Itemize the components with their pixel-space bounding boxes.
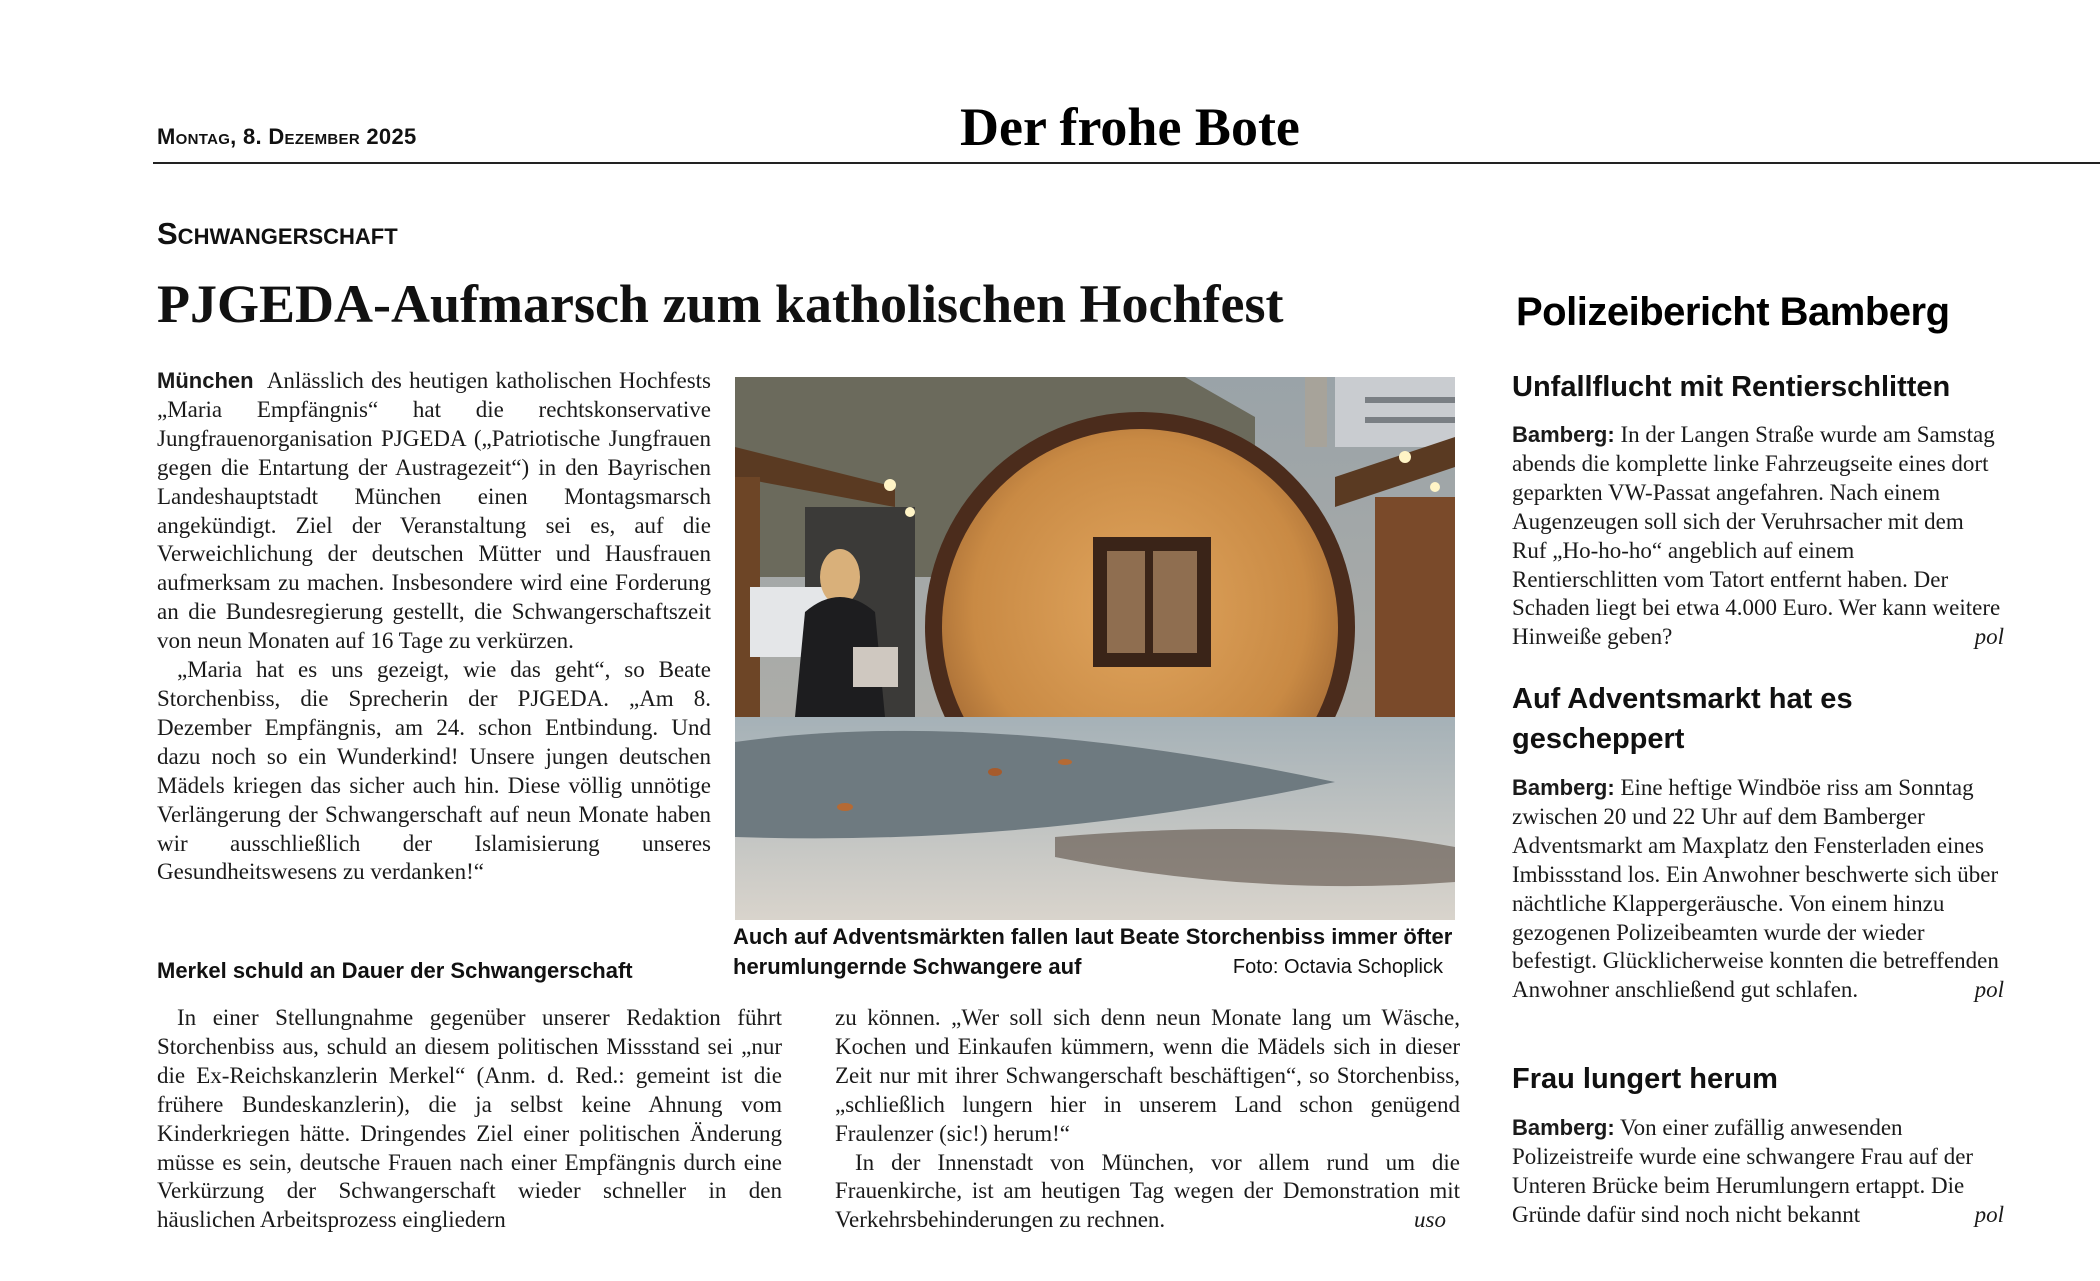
article-subhead: Merkel schuld an Dauer der Schwangerschaft	[157, 958, 633, 983]
report-signature-2: pol	[1974, 977, 2004, 1003]
article-paragraph-5	[835, 1149, 1460, 1236]
report-signature-1: pol	[1974, 624, 2004, 650]
date-line: Montag, 8. Dezember 2025	[157, 124, 417, 149]
article-column-bottom-left	[157, 1004, 782, 1235]
police-report-title: Polizeibericht Bamberg	[1516, 290, 1950, 334]
report-signature-3: pol	[1974, 1201, 2004, 1227]
masthead-rule	[153, 162, 2100, 164]
report-text-3	[1512, 1114, 2004, 1230]
article-paragraph-1	[157, 367, 711, 656]
report-body-3: Von einer zufällig anwesenden Polizeistreife wurde eine schwangere Frau auf der Unteren Brücke beim Herumlungern ertappt. Die Gründe dafür sind noch nicht bekannt	[1512, 1115, 1974, 1227]
report-body-1: In der Langen Straße wurde am Samstag abends die komplette linke Fahrzeugseite eines dort geparkten VW-Passat angefahren. Nach einem Augenzeugen soll sich der Veruhrsacher mit dem Ruf „Ho-ho-ho“ angeblich auf einem Rentierschlitten vom Tatort entfernt haben. Der Schaden liegt bei etwa 4.000 Euro. Wer kann weitere Hinweiße geben?	[1512, 422, 2001, 650]
article-column-bottom-right	[835, 1004, 1460, 1235]
report-place-2: Bamberg:	[1512, 775, 1615, 800]
report-body-2: Eine heftige Windböe riss am Sonntag zwischen 20 und 22 Uhr auf dem Bamberger Adventsmarkt am Maxplatz den Fensterladen eines Imbissstand los. Ein Anwohner beschwerte sich über nächtliche Klappergeräusche. Von einem hinzu gezogenen Polizeibeamten wurde der wieder befestigt. Glücklicherweise konnten die betreffenden Anwohner anschließend gut schlafen.	[1512, 775, 1999, 1003]
article-column-left	[157, 367, 711, 887]
article-paragraph-4: zu können. „Wer soll sich denn neun Monate lang um Wäsche, Kochen und Einkaufen kümmern, wenn die Mädels sich in dieser Zeit nur mit ihrer Schwangerschaft beschäftigen“, so Storchenbiss, „schließlich lungern hier in unserem Land schon genügend Fraulenzer (sic!) herum!“	[835, 1005, 1460, 1146]
report-text-2	[1512, 774, 2004, 1005]
market-photo	[735, 377, 1455, 920]
article-paragraph-3: In einer Stellungnahme gegenüber unserer Redaktion führt Storchenbiss aus, schuld an diesem politischen Missstand sei „nur die Ex-Reichskanzlerin Merkel“ (Anm. d. Red.: gemeint ist die frühere Bundeskanzlerin), die ja selbst keine Ahnung vom Kinderkriegen hätte. Dringendes Ziel einer politischen Änderung müsse es sein, deutsche Frauen nach einer Empfängnis durch eine Verkürzung der Schwangerschaft wieder schneller in den häuslichen Arbeitsprozess eingliedern	[157, 1005, 782, 1233]
newspaper-name: Der frohe Bote	[960, 97, 1300, 157]
article-kicker: Schwangerschaft	[157, 216, 398, 251]
report-heading-3: Frau lungert herum	[1512, 1063, 1778, 1095]
article-signature: uso	[1414, 1207, 1446, 1233]
article-headline: PJGEDA-Aufmarsch zum katholischen Hochfest	[157, 274, 1284, 334]
paragraph-5-text: In der Innenstadt von München, vor allem rund um die Frauenkirche, ist am heutigen Tag wegen der Demonstration mit Verkehrsbehinderungen zu rechnen.	[835, 1149, 1460, 1233]
paragraph-1-text: Anlässlich des heutigen katholischen Hochfests „Maria Empfängnis“ hat die rechtskonservative Jungfrauenorganisation PJGEDA („Patriotische Jungfrauen gegen die Entartung der Austragezeit“) in den Bayrischen Landeshauptstadt München einen Montagsmarsch angekündigt. Ziel der Veranstaltung sei es, auf die Verweichlichung der deutschen Mütter und Hausfrauen aufmerksam zu machen. Insbesondere wird eine Forderung an die Bundesregierung gestellt, die Schwangerschaftszeit von neun Monaten auf 16 Tage zu verkürzen.	[157, 368, 712, 654]
article-paragraph-2: „Maria hat es uns gezeigt, wie das geht“, so Beate Storchenbiss, die Sprecherin der PJGEDA. „Am 8. Dezember Empfängnis, am 24. schon Entbindung. Und dazu noch so ein Wunderkind! Unsere jungen deutschen Mädels kriegen das sicher auch hin. Diese völlig unnötige Verlängerung der Schwangerschaft auf neun Monate haben wir ausschließlich der Islamisierung unseres Gesundheitswesens zu verdanken!“	[157, 657, 711, 885]
report-heading-2: Auf Adventsmarkt hat es gescheppert	[1512, 683, 1853, 755]
report-text-1	[1512, 421, 2004, 652]
christmas-market-image	[735, 377, 1455, 920]
report-place-3: Bamberg:	[1512, 1115, 1615, 1140]
report-place-1: Bamberg:	[1512, 422, 1615, 447]
report-heading-1: Unfallflucht mit Rentierschlitten	[1512, 371, 1951, 403]
photo-caption	[733, 922, 1455, 982]
photo-credit: Foto: Octavia Schoplick	[1232, 956, 1443, 978]
caption-text: Auch auf Adventsmärkten fallen laut Beate Storchenbiss immer öfter herumlungernde Schwangere auf	[733, 924, 1453, 979]
lead-place: München	[157, 368, 254, 393]
